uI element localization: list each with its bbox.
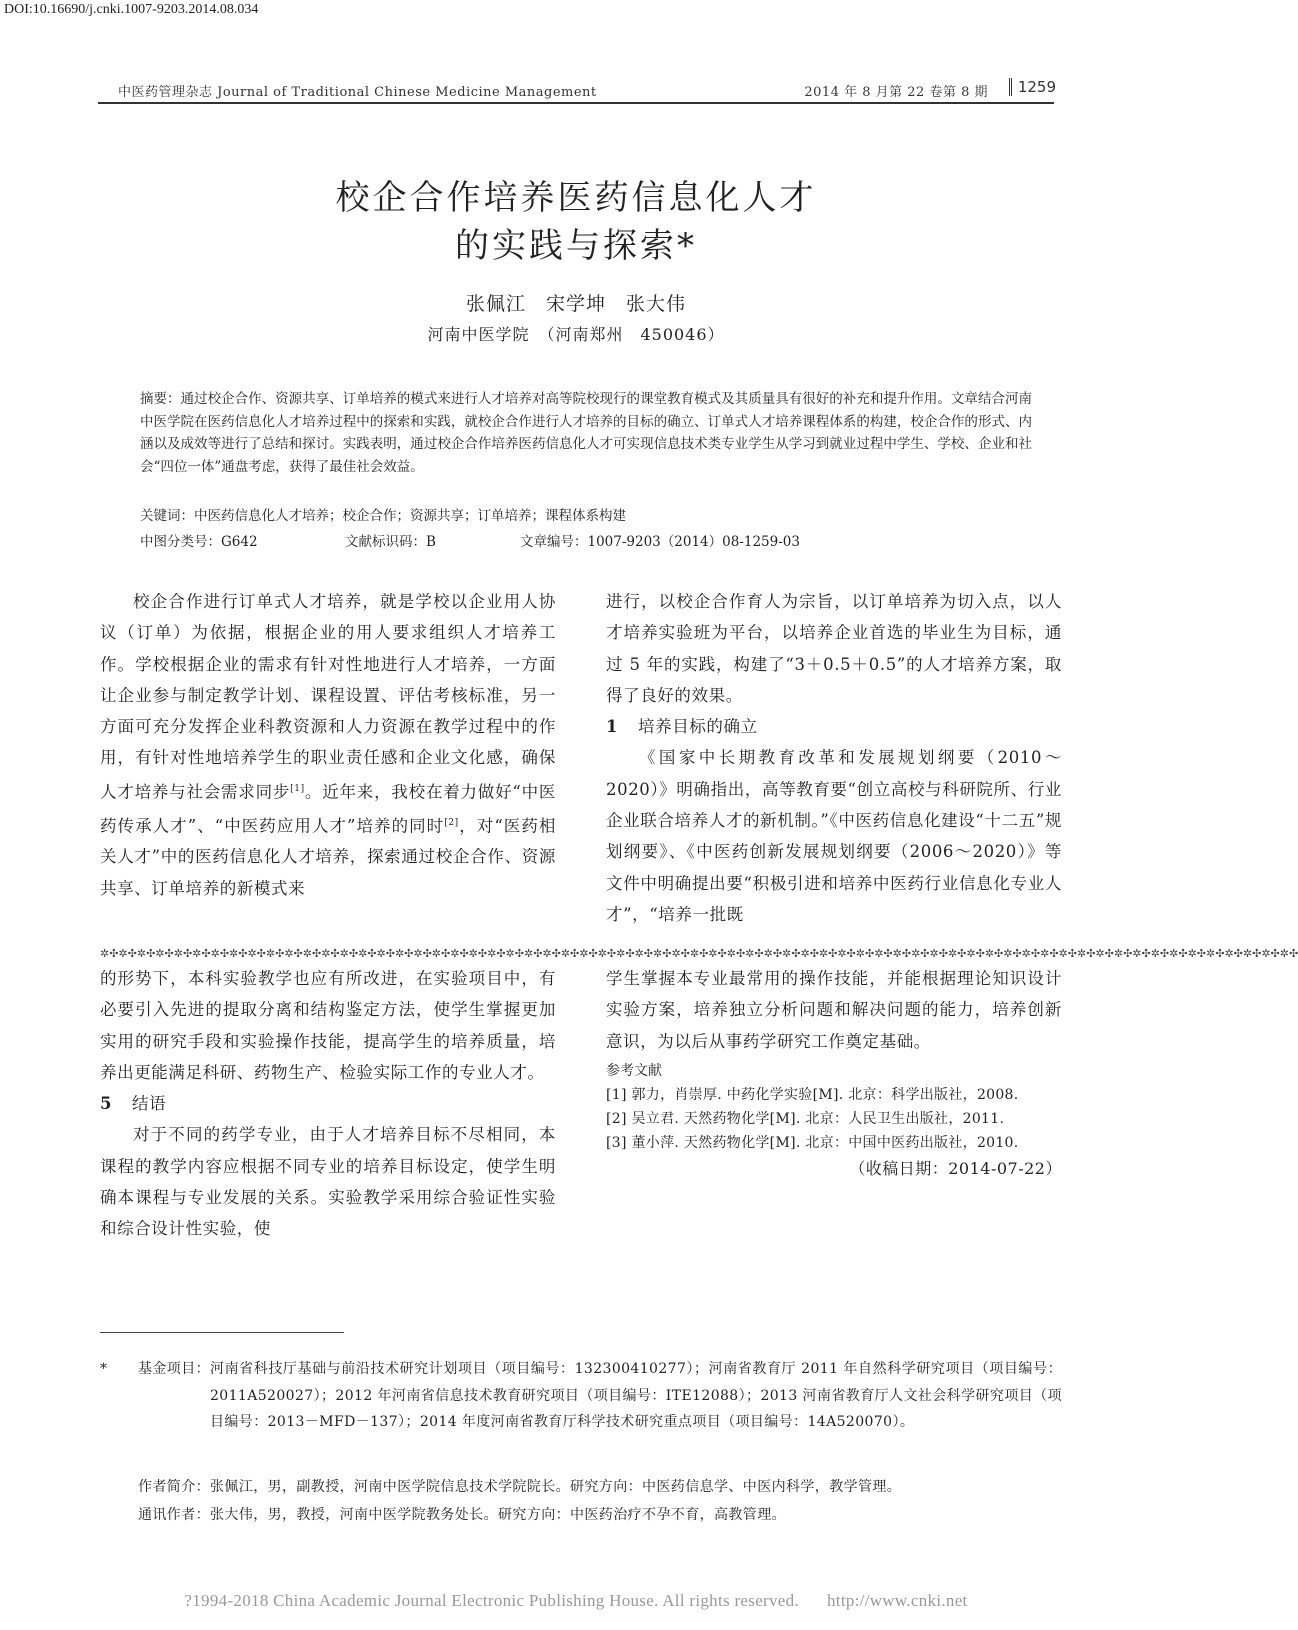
upper-right-column <box>606 586 1062 930</box>
received-date: （收稿日期：2014-07-22） <box>849 1158 1062 1178</box>
section-5-heading: 5 结语 <box>100 1094 167 1114</box>
fund-label: 基金项目： <box>138 1361 210 1377</box>
intro-paragraph-continued: 进行，以校企合作育人为宗旨，以订单培养为切入点，以人才培养实验班为平台，以培养企业首选的毕业生为目标，通过 5 年的实践，构建了“3＋0.5＋0.5”的人才培养方案，取得了良好的效果。 <box>606 592 1062 705</box>
title-line-1: 校企合作培养医药信息化人才 <box>335 178 817 218</box>
footnote-rule <box>100 1332 344 1333</box>
section-1-paragraph: 《国家中长期教育改革和发展规划纲要（2010～2020）》明确指出，高等教育要“创立高校与科研院所、行业企业联合培养人才的新机制。”《中医药信息化建设“十二五”规划纲要》、《中医药创新发展规划纲要（2006～2020）》等文件中明确提出要“积极引进和培养中医药行业信息化专业人才”，“培养一批既 <box>606 748 1062 924</box>
lower-right-column <box>606 963 1062 1183</box>
references-title: 参考文献 <box>606 1062 662 1079</box>
citation-2: [2] <box>444 817 459 828</box>
article-number: 文章编号：1007-9203（2014）08-1259-03 <box>520 534 800 550</box>
issue-info: 2014 年 8 月第 22 卷第 8 期 <box>804 85 988 100</box>
page-number: 1259 <box>1009 78 1056 96</box>
reference-item: [2] 吴立君. 天然药物化学[M]. 北京：人民卫生出版社，2011. <box>606 1110 1005 1127</box>
lower-left-column <box>100 963 556 1245</box>
corresponding-author: 通讯作者：张大伟，男，教授，河南中医学院教务处长。研究方向：中医药治疗不孕不育，高教管理。 <box>138 1507 786 1523</box>
clc-number: 中图分类号：G642 <box>140 534 258 550</box>
conclusion-paragraph: 对于不同的药学专业，由于人才培养目标不尽相同，本课程的教学内容应根据不同专业的培养目标设定，使学生明确本课程与专业发展的关系。实验教学采用综合验证性实验和综合设计性实验，使 <box>100 1125 556 1239</box>
fund-footnote <box>100 1356 1062 1436</box>
copyright-notice <box>0 1591 1152 1611</box>
abstract: 摘要：通过校企合作、资源共享、订单培养的模式来进行人才培养对高等院校现行的课堂教育模式及其质量具有很好的补充和提升作用。文章结合河南中医学院在医药信息化人才培养过程中的探索和实践，就校企合作进行人才培养的目标的确立、订单式人才培养课程体系的构建，校企合作的形式、内涵以及成效等进行了总结和探讨。实践表明，通过校企合作培养医药信息化人才可实现信息技术类专业学生从学习到就业过程中学生、学校、企业和社会“四位一体”通盘考虑，获得了最佳社会效益。 <box>140 391 1032 475</box>
footnote-star: * <box>100 1361 108 1377</box>
continued-paragraph: 的形势下，本科实验教学也应有所改进，在实验项目中，有必要引入先进的提取分离和结构鉴定方法，使学生掌握更加实用的研究手段和实验操作技能，提高学生的培养质量，培养出更能满足科研、药物生产、检验实际工作的专业人才。 <box>100 969 556 1082</box>
decorative-divider: ✲✣✲✣✲✣✲✣✲✣✲✣✲✣✲✣✲✣✲✣✲✣✲✣✲✣✲✣✲✣✲✣✲✣✲✣✲✣✲✣✲✣✲✣✲✣✲✣✲✣✲✣✲✣✲✣✲✣✲✣✲✣✲✣✲✣✲✣✲✣✲✣✲✣✲✣✲✣✲✣✲✣✲✣✲✣✲✣✲✣✲✣✲✣✲✣✲✣✲✣✲✣✲✣✲✣✲✣✲✣✲✣✲✣✲✣✲✣✲✣✲✣✲✣✲✣✲✣✲✣ <box>100 947 1298 960</box>
citation-1: [1] <box>290 783 305 794</box>
copyright-text: ?1994-2018 China Academic Journal Electronic Publishing House. All rights reserved. <box>184 1591 799 1610</box>
fund-text: 河南省科技厅基础与前沿技术研究计划项目（项目编号：132300410277）；河南省教育厅 2011 年自然科学研究项目（项目编号：2011A520027）；2012 年河南省信息技术教育研究项目（项目编号：ITE12088）；2013 河南省教育厅人文社会科学研究项目（项目编号：2013－MFD－137）；2014 年度河南省教育厅科学技术研究重点项目（项目编号：14A520070）。 <box>210 1361 1062 1431</box>
title-line-2: 的实践与探索* <box>455 226 697 266</box>
intro-paragraph: 校企合作进行订单式人才培养，就是学校以企业用人协议（订单）为依据，根据企业的用人要求组织人才培养工作。学校根据企业的需求有针对性地进行人才培养，一方面让企业参与制定教学计划、课程设置、评估考核标准，另一方面可充分发挥企业科教资源和人力资源在教学过程中的作用，有针对性地培养学生的职业责任感和企业文化感，确保人才培养与社会需求同步[1]。近年来，我校在着力做好“中医药传承人才”、“中医药应用人才”培养的同时[2]，对“医药相关人才”中的医药信息化人才培养，探索通过校企合作、资源共享、订单培养的新模式来 <box>100 592 556 898</box>
author-bio: 作者简介：张佩江，男，副教授，河南中医学院信息技术学院院长。研究方向：中医药信息学、中医内科学，教学管理。 <box>138 1479 902 1495</box>
reference-item: [1] 郭力，肖崇厚. 中药化学实验[M]. 北京：科学出版社，2008. <box>606 1086 1019 1103</box>
section-1-heading: 1 培养目标的确立 <box>606 717 758 737</box>
cnki-link[interactable]: http://www.cnki.net <box>827 1591 968 1610</box>
conclusion-paragraph-continued: 学生掌握本专业最常用的操作技能，并能根据理论知识设计实验方案，培养独立分析问题和解决问题的能力，培养创新意识，为以后从事药学研究工作奠定基础。 <box>606 969 1062 1051</box>
affiliation: 河南中医学院 （河南郑州 450046） <box>427 325 725 344</box>
keywords: 关键词：中医药信息化人才培养；校企合作；资源共享；订单培养；课程体系构建 <box>140 508 626 524</box>
upper-left-column <box>100 586 556 904</box>
running-header <box>98 80 1054 104</box>
journal-name: 中医药管理杂志 Journal of Traditional Chinese Medicine Management <box>118 85 597 100</box>
doi: DOI:10.16690/j.cnki.1007-9203.2014.08.034 <box>4 2 259 17</box>
document-code: 文献标识码：B <box>345 534 436 550</box>
authors: 张佩江 宋学坤 张大伟 <box>465 293 686 315</box>
reference-item: [3] 董小萍. 天然药物化学[M]. 北京：中国中医药出版社，2010. <box>606 1134 1019 1151</box>
